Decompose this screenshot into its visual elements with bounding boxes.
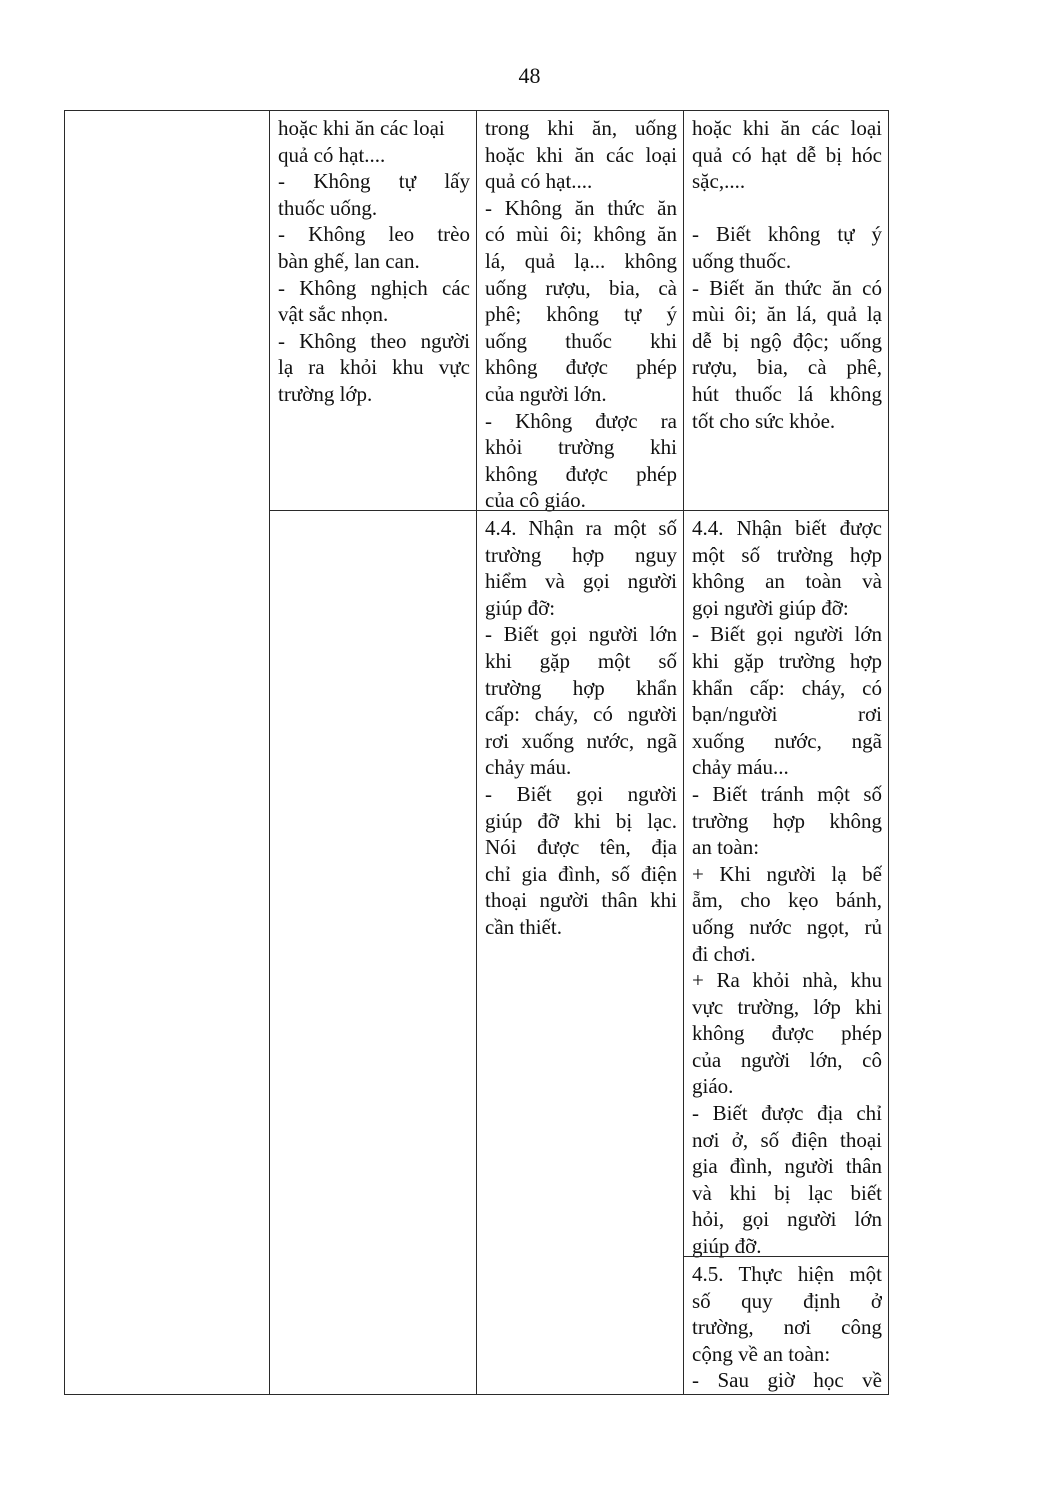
table-line: gọi người giúp đỡ:: [692, 595, 849, 620]
table-line: dễ bị ngộ độc; uống: [692, 328, 882, 353]
table-line: ẵm, cho kẹo bánh,: [692, 888, 882, 913]
table-line: cần thiết.: [485, 914, 562, 939]
table-line: - Không ăn thức ăn: [485, 195, 677, 220]
table-line: uống nước ngọt, rủ: [692, 914, 882, 939]
table-line: không được phép: [485, 461, 677, 486]
table-line: - Biết gọi người: [485, 781, 677, 806]
table-cell-age5-row3: [683, 1256, 889, 1395]
table-line: khỏi trường khi: [485, 435, 677, 460]
table-line: Nói được tên, địa: [485, 835, 677, 860]
table-line: trường lớp.: [278, 381, 373, 406]
table-line: an toàn:: [692, 835, 760, 860]
table-line: quả có hạt dễ bị hóc: [692, 142, 882, 167]
table-line: - Không nghịch các: [278, 275, 470, 300]
table-cell-age4-row1: [476, 110, 684, 511]
table-line: không được phép: [692, 1021, 882, 1046]
table-line: bạn/người rơi: [692, 702, 882, 727]
table-line: - Biết ăn thức ăn có: [692, 275, 882, 300]
table-line: - Biết tránh một số: [692, 781, 882, 806]
table-cell-age4-row2: [476, 510, 684, 1395]
table-line: khẩn cấp: cháy, có: [692, 675, 882, 700]
table-cell-age5-row2: [683, 510, 889, 1257]
table-line: hoặc khi ăn các loại: [278, 116, 445, 140]
table-line: xuống nước, ngã: [692, 728, 882, 753]
table-line: hoặc khi ăn các loại: [485, 142, 677, 167]
table-line: giáo.: [692, 1074, 734, 1099]
table-line: cộng về an toàn:: [692, 1341, 831, 1366]
table-line: - Không tự lấy: [278, 169, 470, 194]
table-cell-age3-row2: [269, 510, 477, 1395]
table-line: nơi ở, số điện thoại: [692, 1127, 882, 1152]
table-line: vực trường, lớp khi: [692, 994, 882, 1019]
table-line: + Khi người lạ bế: [692, 861, 882, 886]
table-line: của cô giáo.: [485, 488, 586, 513]
table-line: đi chơi.: [692, 941, 756, 966]
table-line: lạ ra khỏi khu vực: [278, 355, 470, 380]
table-line: hỏi, gọi người lớn: [692, 1207, 882, 1232]
table-line: tốt cho sức khỏe.: [692, 408, 836, 433]
table-line: sặc,....: [692, 169, 746, 194]
table-line: số quy định ở: [692, 1288, 882, 1313]
table-line: gia đình, người thân: [692, 1154, 882, 1179]
table-line: bàn ghế, lan can.: [278, 248, 420, 273]
table-line: trường hợp không: [692, 808, 882, 833]
table-cell-age5-row1: [683, 110, 889, 511]
table-line: - Biết gọi người lớn: [485, 622, 677, 647]
table-line: lá, quả lạ... không: [485, 248, 677, 273]
table-line: mùi ôi; ăn lá, quả lạ: [692, 302, 882, 327]
table-line: của người lớn.: [485, 381, 607, 406]
table-line: vật sắc nhọn.: [278, 302, 389, 327]
table-line: hoặc khi ăn các loại: [692, 116, 882, 140]
table-line: giúp đỡ:: [485, 595, 556, 620]
table-line: một số trường hợp: [692, 542, 882, 567]
table-line: uống thuốc khi: [485, 328, 677, 353]
page-number: 48: [518, 63, 541, 88]
table-line: khi gặp trường hợp: [692, 648, 882, 673]
table-line: quả có hạt....: [278, 142, 386, 167]
table-line: - Không được ra: [485, 408, 677, 433]
table-line: hút thuốc lá không: [692, 381, 882, 406]
table-line: và khi bị lạc biết: [692, 1180, 882, 1205]
table-line: quả có hạt....: [485, 169, 593, 194]
table-line: - Sau giờ học về: [692, 1368, 882, 1393]
table-line: hiểm và gọi người: [485, 569, 677, 594]
table-line: có mùi ôi; không ăn: [485, 222, 677, 247]
table-line: của người lớn, cô: [692, 1047, 882, 1072]
table-line: 4.4. Nhận ra một số: [485, 516, 677, 540]
table-line: khi gặp một số: [485, 648, 677, 673]
table-line: giúp đỡ.: [692, 1234, 762, 1259]
table-line: không an toàn và: [692, 569, 882, 594]
table-line: rơi xuống nước, ngã: [485, 728, 677, 753]
table-line: chảy máu...: [692, 755, 789, 780]
table-cell-age3-row1: [269, 110, 477, 511]
table-line: thuốc uống.: [278, 195, 378, 220]
table-line: rượu, bia, cà phê,: [692, 355, 882, 380]
table-line: 4.4. Nhận biết được: [692, 516, 882, 540]
table-line: - Không theo người: [278, 328, 470, 353]
table-line: trường hợp nguy: [485, 542, 677, 567]
table-line: trường, nơi công: [692, 1315, 882, 1340]
table-line: uống rượu, bia, cà: [485, 275, 677, 300]
table-line: chỉ gia đình, số điện: [485, 861, 677, 886]
table-line: [692, 195, 882, 222]
table-line: - Biết gọi người lớn: [692, 622, 882, 647]
table-line: giúp đỡ khi bị lạc.: [485, 808, 677, 833]
table-line: trường hợp khẩn: [485, 675, 677, 700]
table-line: không được phép: [485, 355, 677, 380]
table-cell-domain: [64, 110, 270, 1395]
table-line: cấp: cháy, có người: [485, 702, 677, 727]
table-line: + Ra khỏi nhà, khu: [692, 968, 882, 993]
table-line: - Biết được địa chỉ: [692, 1101, 882, 1126]
table-line: uống thuốc.: [692, 248, 792, 273]
table-line: - Không leo trèo: [278, 222, 470, 247]
table-line: thoại người thân khi: [485, 888, 677, 913]
table-line: chảy máu.: [485, 755, 572, 780]
table-line: 4.5. Thực hiện một: [692, 1262, 882, 1286]
table-line: phê; không tự ý: [485, 302, 677, 327]
table-line: - Biết không tự ý: [692, 222, 882, 247]
table-line: trong khi ăn, uống: [485, 116, 677, 140]
